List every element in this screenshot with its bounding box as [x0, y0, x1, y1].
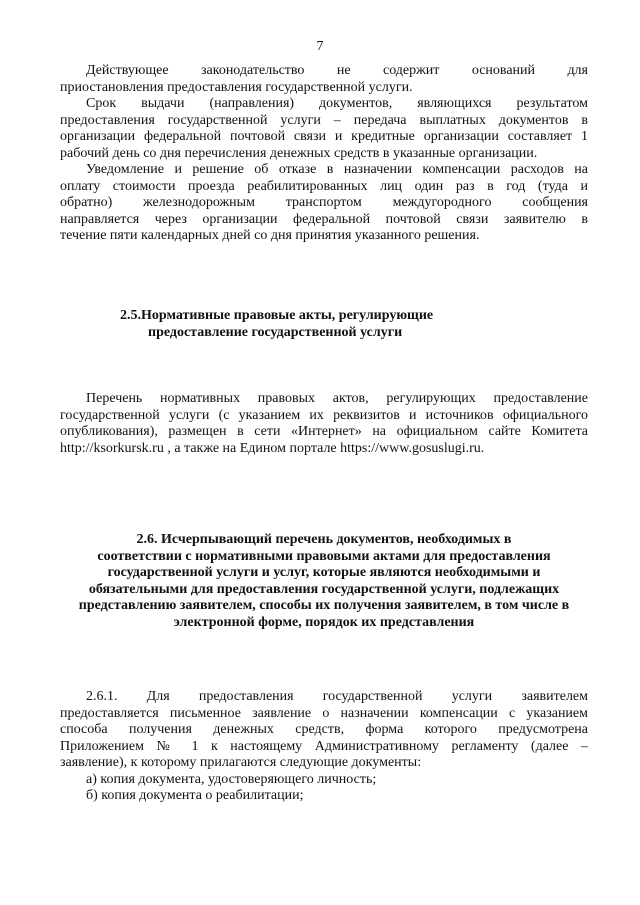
section-2-6-heading-line1: 2.6. Исчерпывающий перечень документов, необходимых в [136, 532, 512, 547]
section-2-5-heading-line1: 2.5.Нормативные правовые акты, регулирующие [120, 308, 434, 323]
section-2-6-heading-line6: электронной форме, порядок их представления [173, 614, 475, 630]
section-2-5-line4: http://ksorkursk.ru , а также на Едином портале https://www.gosuslugi.ru. [60, 440, 485, 456]
section-2-6-1-body [60, 689, 588, 805]
section-2-6-heading-line4: обязательными для предоставления государственной услуги, подлежащих [88, 581, 560, 597]
section-2-6-1-line3: способа получения денежных средств, форма которого предусмотрена [60, 722, 588, 737]
intro-p1-line2: приостановления предоставления государственной услуги. [60, 79, 413, 95]
section-2-6-1-line1: 2.6.1. Для предоставления государственной услуги заявителем [86, 689, 588, 704]
intro-block [60, 63, 588, 245]
intro-p3-line4: направляется через организации федеральной почтовой связи заявителю в [60, 211, 588, 227]
list-item-b: б) копия документа о реабилитации; [86, 788, 304, 803]
section-2-5-body [60, 391, 588, 457]
section-2-5-line3: опубликования), размещен в сети «Интернет» на официальном сайте Комитета [60, 424, 588, 439]
section-2-6-1-line4: Приложением № 1 к настоящему Административному регламенту (далее – [60, 738, 588, 754]
section-2-5-line2: государственной услуги (с указанием их реквизитов и источников официального [60, 407, 588, 423]
list-item-a: а) копия документа, удостоверяющего личность; [86, 771, 377, 787]
intro-p3-line2: оплату стоимости проезда реабилитированных лиц один раз в год (туда и [60, 178, 588, 194]
section-2-6-1-line2: предоставляется письменное заявление о назначении компенсации с указанием [60, 705, 588, 721]
section-2-6-heading-line3: государственной услуги и услуг, которые являются необходимыми и [107, 565, 541, 580]
section-2-6-heading-line5: представлению заявителем, способы их получения заявителем, в том числе в [78, 598, 570, 613]
intro-p3-line3: обратно) железнодорожным транспортом междугородного сообщения [60, 195, 588, 210]
section-2-5-heading-line2: предоставление государственной услуги [148, 324, 403, 340]
section-2-6-heading-line2: соответствии с нормативными правовыми актами для предоставления [97, 548, 551, 564]
section-2-6-heading [60, 532, 588, 631]
section-2-5-line1: Перечень нормативных правовых актов, регулирующих предоставление [86, 391, 588, 406]
intro-p3-line1: Уведомление и решение об отказе в назначении компенсации расходов на [86, 162, 588, 177]
intro-p2-line2: предоставления государственной услуги – передача выплатных документов в [60, 112, 588, 128]
intro-p2-line3: организации федеральной почтовой связи и кредитные организации составляет 1 [60, 129, 588, 144]
intro-p3-line5: течение пяти календарных дней со дня принятия указанного решения. [60, 228, 480, 243]
intro-p2-line4: рабочий день со дня перечисления денежных средств в указанные организации. [60, 145, 538, 161]
intro-p1-line1: Действующее законодательство не содержит оснований для [86, 63, 588, 78]
page-number: 7 [316, 39, 324, 54]
section-2-5-heading [60, 308, 588, 341]
section-2-6-1-line5: заявление), к которому прилагаются следующие документы: [60, 755, 422, 770]
intro-p2-line1: Срок выдачи (направления) документов, являющихся результатом [86, 96, 588, 111]
